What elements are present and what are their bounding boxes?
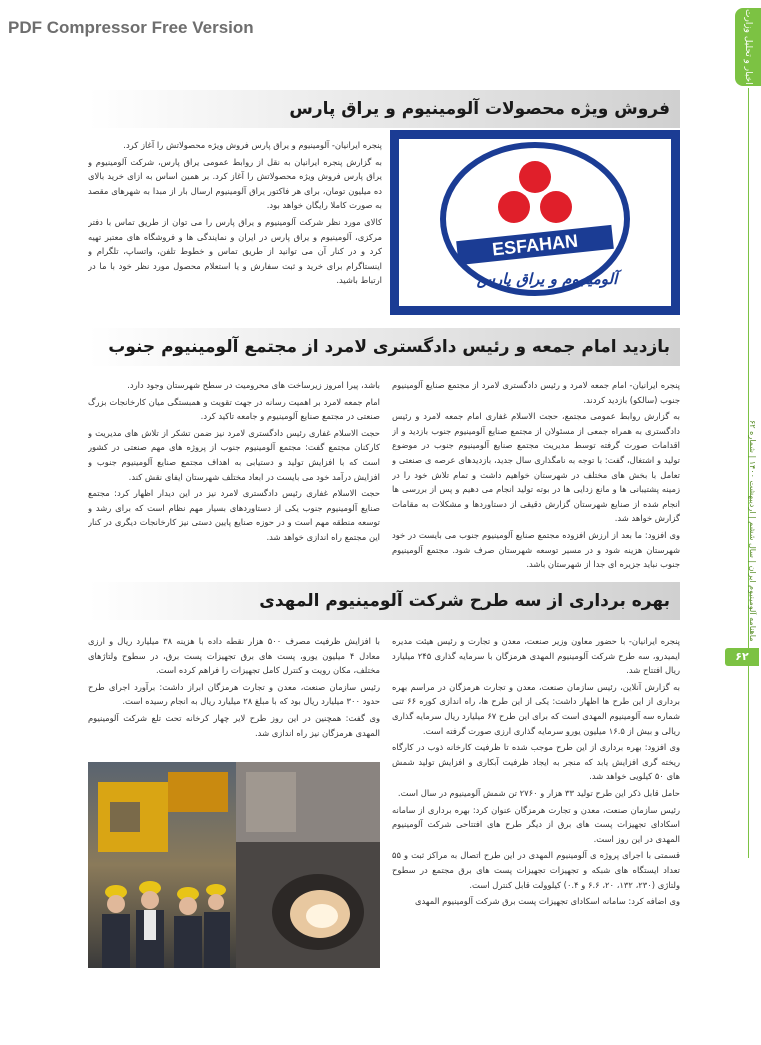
paragraph: کالای مورد نظر شرکت آلومینیوم و یراق پارس را می توان از طریق تماس با دفتر مرکزی، آلومینیوم و یراق پارس در ایران و نمایندگی ها و فروشگاه های معتبر تهیه کرد و در کنار آن می توانید از طریق تماس و خطوط تلفن، واتساپ، تلگرام و اینستاگرام برای خرید و ثبت سفارش و یا استعلام محصول مورد نظر خود با ما در ارتباط باشید. xyxy=(88,216,382,286)
section-tab xyxy=(735,8,761,86)
logo-latin-text: ESFAHAN xyxy=(491,230,579,260)
paragraph: به گزارش پنجره ایرانیان به نقل از روابط عمومی یراق پارس، شرکت آلومینیوم و یراق پارس فروش ویژه محصولاتش را آغاز کرد. بر همین اساس به ازای خرید بالای ده میلیون تومان، برای هر فاکتور یراق آلومینیوم ارسال بار از مبدا به شهرهای مقصد به صورت کاملا رایگان خواهد بود. xyxy=(88,156,382,211)
paragraph: وی اضافه کرد: سامانه اسکادای تجهیزات پست برق شرکت آلومینیوم المهدی xyxy=(414,896,680,907)
logo-emblem-icon xyxy=(399,139,671,306)
photo-furnace xyxy=(236,762,380,968)
paragraph: امام جمعه لامرد بر اهمیت رسانه در جهت تقویت و همبستگی میان کارخانجات بزرگ صنعتی در مجتمع صنایع آلومینیوم و جامعه تاکید کرد. xyxy=(88,396,380,422)
paragraph: رئیس سازمان صنعت، معدن و تجارت هرمزگان عنوان کرد: بهره برداری از سامانه اسکادای تجهیزات پست های برق از دیگر طرح های افتتاحی شرکت آلومینیوم المهدی در این روز است. xyxy=(392,804,680,844)
article1-header xyxy=(88,90,680,128)
article3-body-right xyxy=(392,634,680,970)
article2-body-right xyxy=(392,378,680,570)
article3-title: بهره برداری از سه طرح شرکت آلومینیوم المهدی xyxy=(259,591,670,611)
paragraph: باشد، پیرا امروز زیرساخت های محرومیت در سطح شهرستان وجود دارد. xyxy=(127,380,380,390)
article1-title: فروش ویژه محصولات آلومینیوم و یراق پارس xyxy=(289,99,670,119)
paragraph: پنجره ایرانیان- آلومینیوم و یراق پارس فروش ویژه محصولاتش را آغاز کرد. xyxy=(123,140,382,150)
paragraph: وی گفت: همچنین در این روز طرح لایر چهار کرخانه تحت تلع شرکت آلومینیوم المهدی هرمزگان نیز راه اندازی شد. xyxy=(88,712,380,738)
paragraph: وی افزود: بهره برداری از این طرح موجب شده تا ظرفیت کارخانه ذوب در کارگاه ریخته گری افزایش یابد که منجر به ایجاد ظرفیت آبکاری و افزایش تولید شمش های ۵۰ کیلویی خواهد شد. xyxy=(392,742,680,782)
paragraph: قسمتی با اجرای پروژه ی آلومینیوم المهدی در این طرح اتصال به مراکز ثبت و ۵۵ تعداد ایستگاه های شبکه و تجهیزات تجهیزات پست های برق مجتمع در سطوح ولتاژی (۲۳۰، ۱۳۲، ۲۰، ۶.۶ و ۰.۴) کیلوولت قابل کنترل است. xyxy=(392,850,680,890)
paragraph: پنجره ایرانیان- امام جمعه لامرد و رئیس دادگستری لامرد از مجتمع صنایع آلومینیوم جنوب (سالکو) بازدید کردند. xyxy=(392,380,680,405)
article3-body-left xyxy=(88,634,380,752)
paragraph: رئیس سازمان صنعت، معدن و تجارت هرمزگان ابراز داشت: برآورد اجرای طرح حدود ۳۰۰ میلیارد ریال بود که با مبلغ ۲۸ میلیارد ریال به انجام رسیده است. xyxy=(88,681,380,707)
logo-persian-text: آلومینیوم و یراق پارس xyxy=(476,270,618,288)
paragraph: وی افزود: ما بعد از ارزش افزوده مجتمع صنایع آلومینیوم جنوب می بایست در خود شهرستان هزینه شود و در مسیر توسعه شهرستان صرف شود. مجتمع آلومینیوم جنوب نباید جزیره ای جدا از شهرستان باشد. xyxy=(392,529,680,570)
article3-header xyxy=(88,582,680,620)
company-logo xyxy=(390,130,680,315)
page-number: ۶۲ xyxy=(725,648,759,666)
watermark: PDF Compressor Free Version xyxy=(8,18,254,37)
paragraph: حامل قابل ذکر این طرح تولید ۳۳ هزار و ۲۷۶۰ تن شمش آلومینیوم در سال است. xyxy=(397,787,680,798)
article2-header xyxy=(88,328,680,366)
paragraph: با افزایش ظرفیت مصرف ۵۰۰ هزار نقطه داده با هزینه ۳۸ میلیارد ریال و ارزی معادل ۴ میلیون یورو، پست های برق تجهیزات پست برق، در سطوح ولتاژهای مختلف، مکان رویت و کنترل کامل تجهیزات را فراهم کرده است. xyxy=(88,636,380,676)
paragraph: به گزارش آنلاین، رئیس سازمان صنعت، معدن و تجارت هرمزگان در مراسم بهره برداری از این طرح ها اظهار داشت: یکی از این طرح ها، راه اندازی کوره ۶۶ تنی شماره سه آلومینیوم المهدی است که برای این طرح ۶۷ میلیارد ریال سرمایه گذاری ریالی و بیش از ۱۶.۵ میلیون یورو سرمایه گذاری ارزی صورت گرفته است. xyxy=(392,681,680,736)
section-tab-label: اخبار و تحلیل وزارت xyxy=(743,9,753,85)
photo-officials-visit xyxy=(88,762,236,968)
paragraph: حجت الاسلام غفاری رئیس دادگستری لامرد نیز ضمن تشکر از تلاش های مدیریت و کارکنان مجتمع گفت: مجتمع آلومینیوم جنوب از پروژه های مهم صنعتی در کشور است که با افزایش تولید و دستیابی به اهداف مجتمع صنایع آلومینیوم جنوب و افزایش درآمد خود می بایست در ابعاد مختلف شهرستان ایفای نقش کند. xyxy=(88,427,380,482)
article2-body-left xyxy=(88,378,380,570)
article1-body xyxy=(88,138,382,316)
paragraph: حجت الاسلام غفاری رئیس دادگستری لامرد نیز در این دیدار اظهار کرد: مجتمع صنایع آلومینیوم جنوب یکی از دستاوردهای بسیار مهم نظام است که برای رشد و توسعه منطقه مهم است و در حوزه صنایع پایین دستی نیز کارخانجات دیگری در کنار این مجتمع راه اندازی خواهد شد. xyxy=(88,488,380,542)
issue-info: ماهنامه آلومینیوم ایران | سال ششم | اردیبهشت ۱۴۰۰ | شماره ۶۲ xyxy=(748,420,757,642)
paragraph: به گزارش روابط عمومی مجتمع، حجت الاسلام غفاری امام جمعه لامرد و رئیس دادگستری به همراه جمعی از مسئولان از مجتمع صنایع آلومینیوم جنوب بازدید و از اقدامات صورت گرفته توسط مدیریت مجتمع صنایع آلومینیوم جنوب در موضوع تولید و اشتغال، گفت: با توجه به نامگذاری سال جدید، بازدیدهای عرصه ی صنعتی و تعامل با بخش های مختلف در شهرستان خواهیم داشت و تمام تلاش خود را در زمینه پشتیبانی ها و مانع زدایی ها در بوته تولید انجام می دهیم و پس از بررسی ها انجام شده از صنایع شهرستان گزارش دقیقی از دستاوردها و مشکلات به مقامات گزارش خواهد شد. xyxy=(392,411,680,524)
article2-title: بازدید امام جمعه و رئیس دادگستری لامرد از مجتمع آلومینیوم جنوب xyxy=(108,337,670,357)
paragraph: پنجره ایرانیان- با حضور معاون وزیر صنعت، معدن و تجارت و رئیس هیئت مدیره ایمیدرو، سه طرح شرکت آلومینیوم المهدی هرمزگان با سرمایه گذاری ۲۴۵ میلیارد ریال افتتاح شد. xyxy=(392,636,680,676)
